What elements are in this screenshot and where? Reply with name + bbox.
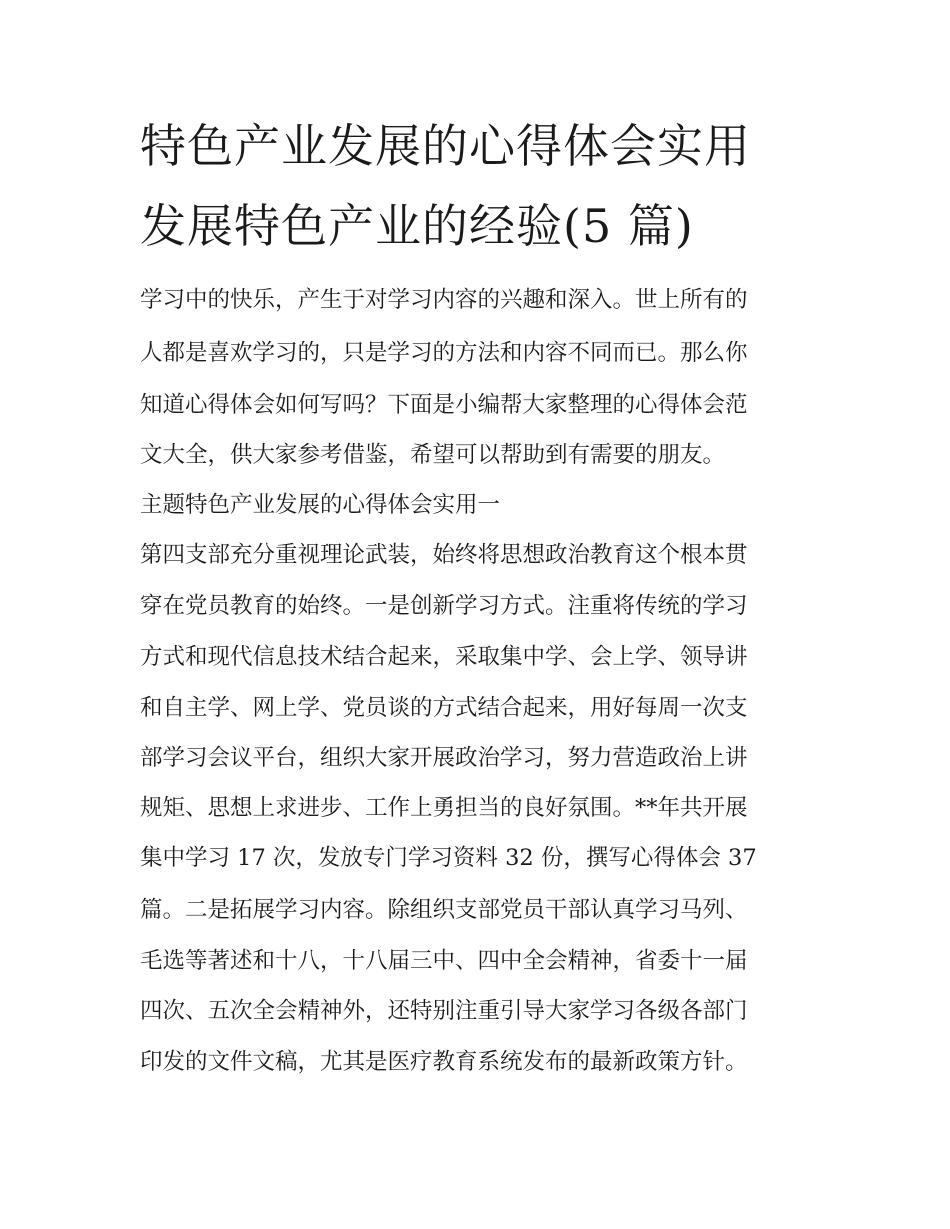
body-line-7: 集中学习 17 次，发放专门学习资料 32 份，撰写心得体会 37 — [140, 845, 757, 871]
intro-line-4: 文大全，供大家参考借鉴，希望可以帮助到有需要的朋友。 — [140, 442, 726, 468]
body-line-4: 和自主学、网上学、党员谈的方式结合起来，用好每周一次支 — [140, 695, 748, 721]
body-line-6: 规矩、思想上求进步、工作上勇担当的良好氛围。**年共开展 — [140, 795, 748, 821]
intro-line-3: 知道心得体会如何写吗？下面是小编帮大家整理的心得体会范 — [140, 392, 748, 418]
intro-line-2: 人都是喜欢学习的，只是学习的方法和内容不同而已。那么你 — [140, 340, 748, 366]
document-title-line-1: 特色产业发展的心得体会实用 — [140, 119, 751, 173]
intro-line-1: 学习中的快乐，产生于对学习内容的兴趣和深入。世上所有的 — [140, 287, 748, 313]
document-title-line-2: 发展特色产业的经验(5 篇) — [140, 199, 694, 253]
body-line-8: 篇。二是拓展学习内容。除组织支部党员干部认真学习马列、 — [140, 897, 748, 923]
body-line-5: 部学习会议平台，组织大家开展政治学习，努力营造政治上讲 — [140, 745, 748, 771]
section-heading: 主题特色产业发展的心得体会实用一 — [140, 492, 501, 518]
body-line-10: 四次、五次全会精神外，还特别注重引导大家学习各级各部门 — [140, 998, 748, 1024]
body-line-9: 毛选等著述和十八，十八届三中、四中全会精神，省委十一届 — [140, 948, 748, 974]
body-line-3: 方式和现代信息技术结合起来，采取集中学、会上学、领导讲 — [140, 644, 748, 670]
body-line-1: 第四支部充分重视理论武装，始终将思想政治教育这个根本贯 — [140, 542, 748, 568]
body-line-2: 穿在党员教育的始终。一是创新学习方式。注重将传统的学习 — [140, 593, 748, 619]
body-line-11: 印发的文件文稿，尤其是医疗教育系统发布的最新政策方针。 — [140, 1049, 748, 1075]
